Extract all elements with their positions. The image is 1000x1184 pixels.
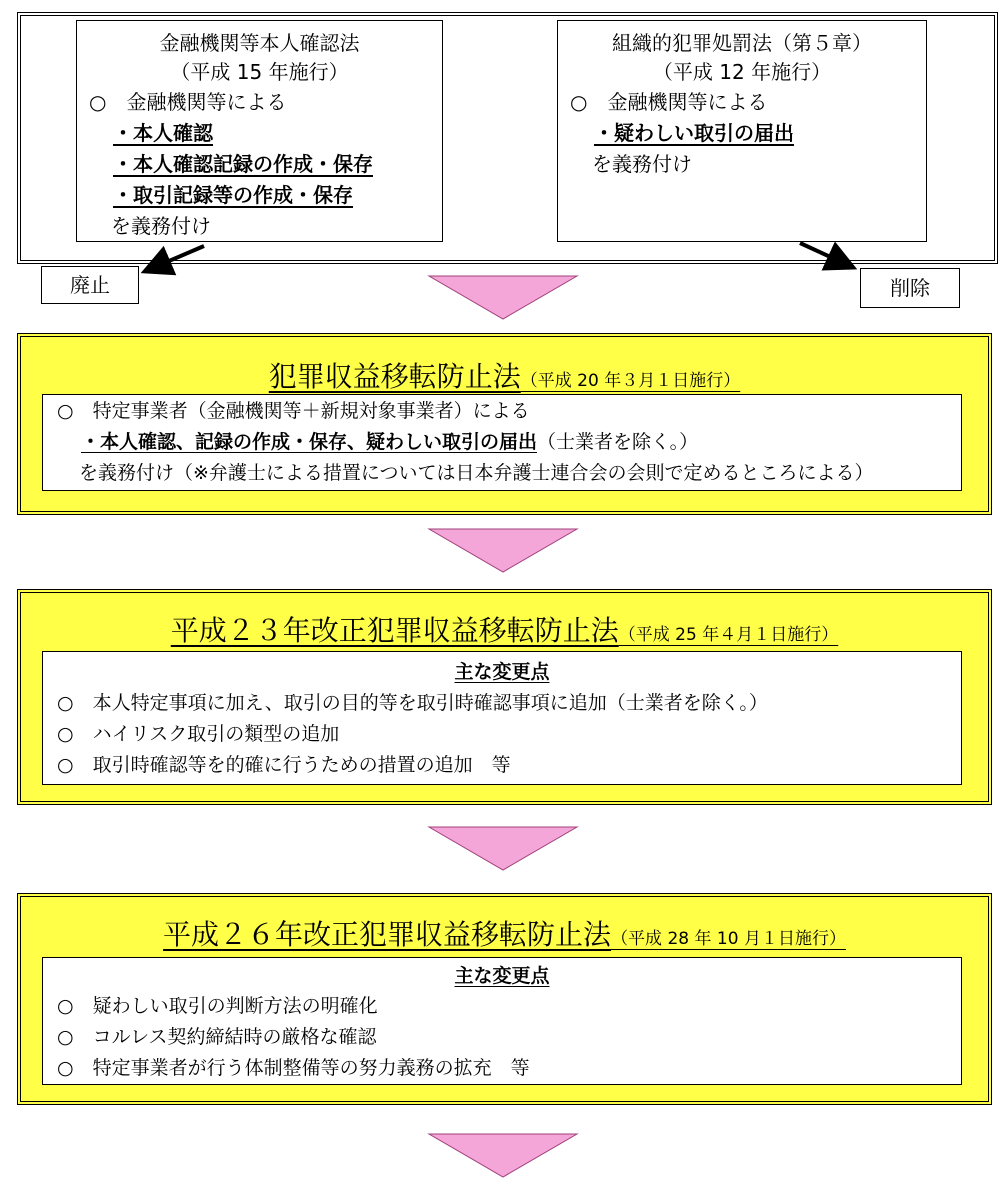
- section-2014-amendment: [17, 893, 992, 1105]
- section-2008-enforced: （平成 20 年３月１日施行）: [520, 371, 741, 391]
- section-2011-item-2: ○ ハイリスク取引の類型の追加: [57, 723, 340, 745]
- right-law-item-1: ・疑わしい取引の届出: [594, 121, 794, 145]
- section-2011-enforced: （平成 25 年４月１日施行）: [618, 625, 839, 645]
- section-2008-title-row: [21, 355, 988, 395]
- section-2011-title: 平成２３年改正犯罪収益移転防止法: [170, 614, 619, 647]
- deleted-tag: 削除: [860, 268, 960, 308]
- section-2014-item-1: ○ 疑わしい取引の判断方法の明確化: [57, 995, 378, 1017]
- section-2014-body: [42, 957, 962, 1085]
- down-arrow-1-icon: [428, 275, 578, 321]
- abolished-tag: 廃止: [41, 266, 139, 304]
- down-arrow-3-icon: [428, 826, 578, 872]
- down-arrow-2-icon: [428, 528, 578, 574]
- right-law-intro: ○ 金融機関等による: [570, 90, 768, 114]
- section-2014-title: 平成２６年改正犯罪収益移転防止法: [163, 918, 612, 951]
- section-2008-line-1: ○ 特定事業者（金融機関等＋新規対象事業者）による: [57, 400, 530, 422]
- section-2014-title-row: [21, 913, 988, 953]
- section-2014-item-2: ○ コルレス契約締結時の厳格な確認: [57, 1026, 377, 1048]
- left-law-intro: ○ 金融機関等による: [89, 90, 287, 114]
- section-2008-line-3: を義務付け（※弁護士による措置については日本弁護士連合会の会則で定めるところによる）: [79, 462, 874, 484]
- left-law-item-3: ・取引記録等の作成・保存: [113, 183, 353, 207]
- section-2014-item-3: ○ 特定事業者が行う体制整備等の努力義務の拡充 等: [57, 1057, 530, 1079]
- arrow-to-abolished-icon: [148, 246, 204, 270]
- section-2011-body: [42, 651, 962, 785]
- down-arrow-4-icon: [428, 1133, 578, 1179]
- section-2011-amendment: [17, 589, 992, 805]
- section-2008-body: [42, 394, 962, 491]
- section-2011-item-3: ○ 取引時確認等を的確に行うための措置の追加 等: [57, 754, 511, 776]
- right-law-closing: を義務付け: [592, 152, 692, 176]
- section-2014-enforced: （平成 28 年 10 月１日施行）: [611, 929, 846, 949]
- section-2011-title-row: [21, 609, 988, 649]
- section-2011-heading: 主な変更点: [454, 661, 550, 683]
- arrow-to-deleted-icon: [800, 243, 850, 266]
- section-2008-law: [17, 333, 992, 515]
- left-law-title: 金融機関等本人確認法: [159, 31, 360, 55]
- right-law-enforced: （平成 12 年施行）: [652, 60, 832, 84]
- left-law-closing: を義務付け: [111, 214, 211, 238]
- left-law-item-2: ・本人確認記録の作成・保存: [113, 152, 373, 176]
- section-2008-title: 犯罪収益移転防止法: [268, 360, 521, 393]
- section-2008-line-2: ・本人確認、記録の作成・保存、疑わしい取引の届出（士業者を除く。）: [81, 431, 699, 453]
- section-2011-item-1: ○ 本人特定事項に加え、取引の目的等を取引時確認事項に追加（士業者を除く。）: [57, 692, 768, 714]
- section-2014-heading: 主な変更点: [454, 965, 550, 987]
- right-law-title: 組織的犯罪処罰法（第５章）: [612, 31, 872, 55]
- left-law-item-1: ・本人確認: [113, 121, 213, 145]
- left-law-enforced: （平成 15 年施行）: [170, 60, 349, 84]
